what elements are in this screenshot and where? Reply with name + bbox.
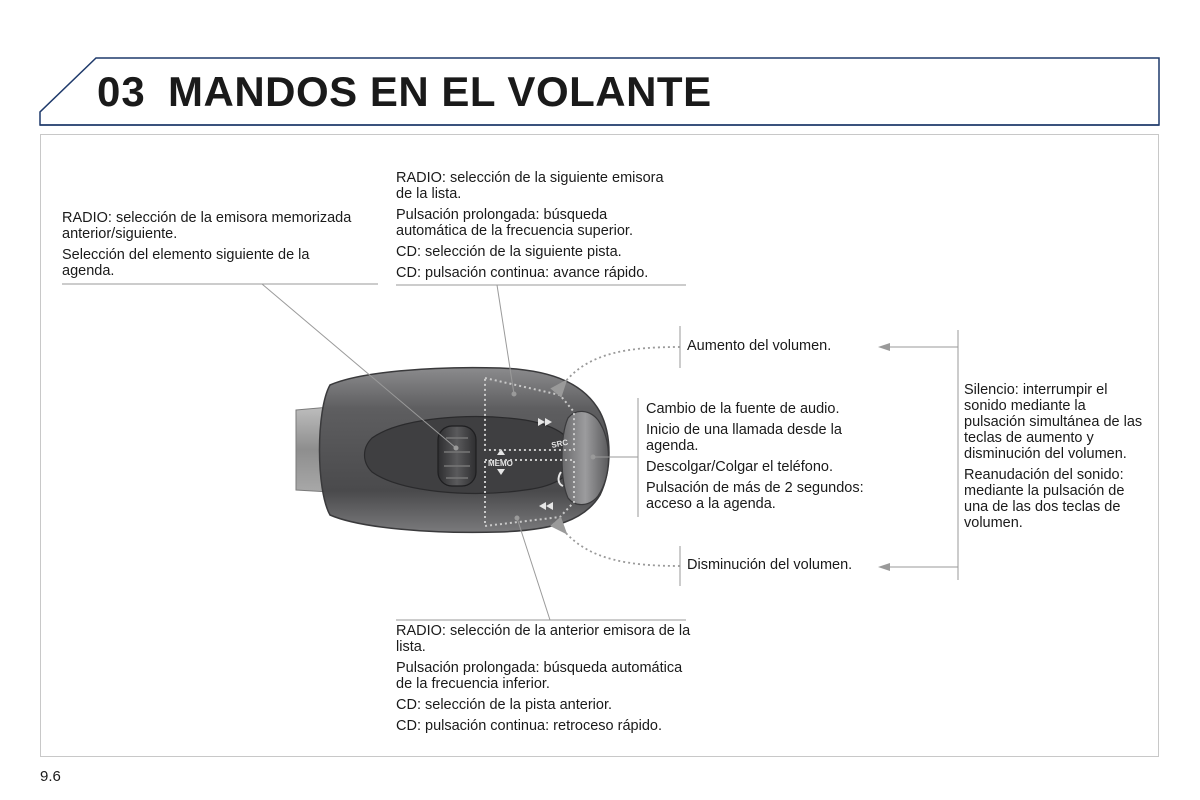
callout-text: CD: pulsación continua: avance rápido. [396,265,649,281]
memo-thumb-wheel[interactable] [438,426,476,486]
callout-text: RADIO: selección de la anterior emisora de la lista. [396,623,691,655]
callout-text: Pulsación prolongada: búsqueda automática de la frecuencia inferior. [396,660,683,692]
callout-volume-up [687,338,877,359]
callout-text: CD: selección de la pista anterior. [396,697,612,713]
chapter-number: 03 [97,68,146,115]
callout-text: Cambio de la fuente de audio. [646,401,840,417]
page-title: MANDOS EN EL VOLANTE [168,68,712,115]
callout-text: CD: selección de la siguiente pista. [396,244,622,260]
callout-text: RADIO: selección de la emisora memorizada anterior/siguiente. [62,210,352,242]
callout-text: Pulsación de más de 2 segundos: acceso a la agenda. [646,480,864,512]
callout-text: RADIO: selección de la siguiente emisora de la lista. [396,170,664,202]
callout-text: Reanudación del sonido: mediante la pulsación de una de las dos teclas de volumen. [964,467,1125,531]
callout-text: Selección del elemento siguiente de la agenda. [62,247,310,279]
memo-label: MEMO [488,459,513,468]
callout-text: Aumento del volumen. [687,338,832,354]
callout-mute [964,382,1149,536]
callout-text: Disminución del volumen. [687,557,853,573]
callout-source [646,401,896,517]
src-label: SRC [550,437,569,450]
callout-text: Descolgar/Colgar el teléfono. [646,459,833,475]
callout-text: Inicio de una llamada desde la agenda. [646,422,842,454]
callout-text: Pulsación prolongada: búsqueda automática de la frecuencia superior. [396,207,633,239]
callout-volume-down [687,557,877,578]
callout-text: CD: pulsación continua: retroceso rápido. [396,718,662,734]
callout-text: Silencio: interrumpir el sonido mediante la pulsación simultánea de las teclas de aumento y disminución del volumen. [964,382,1143,462]
page-number: 9.6 [40,768,61,785]
callout-next-station [396,170,676,286]
callout-memo-wheel [62,210,362,284]
callout-previous-station [396,623,691,739]
